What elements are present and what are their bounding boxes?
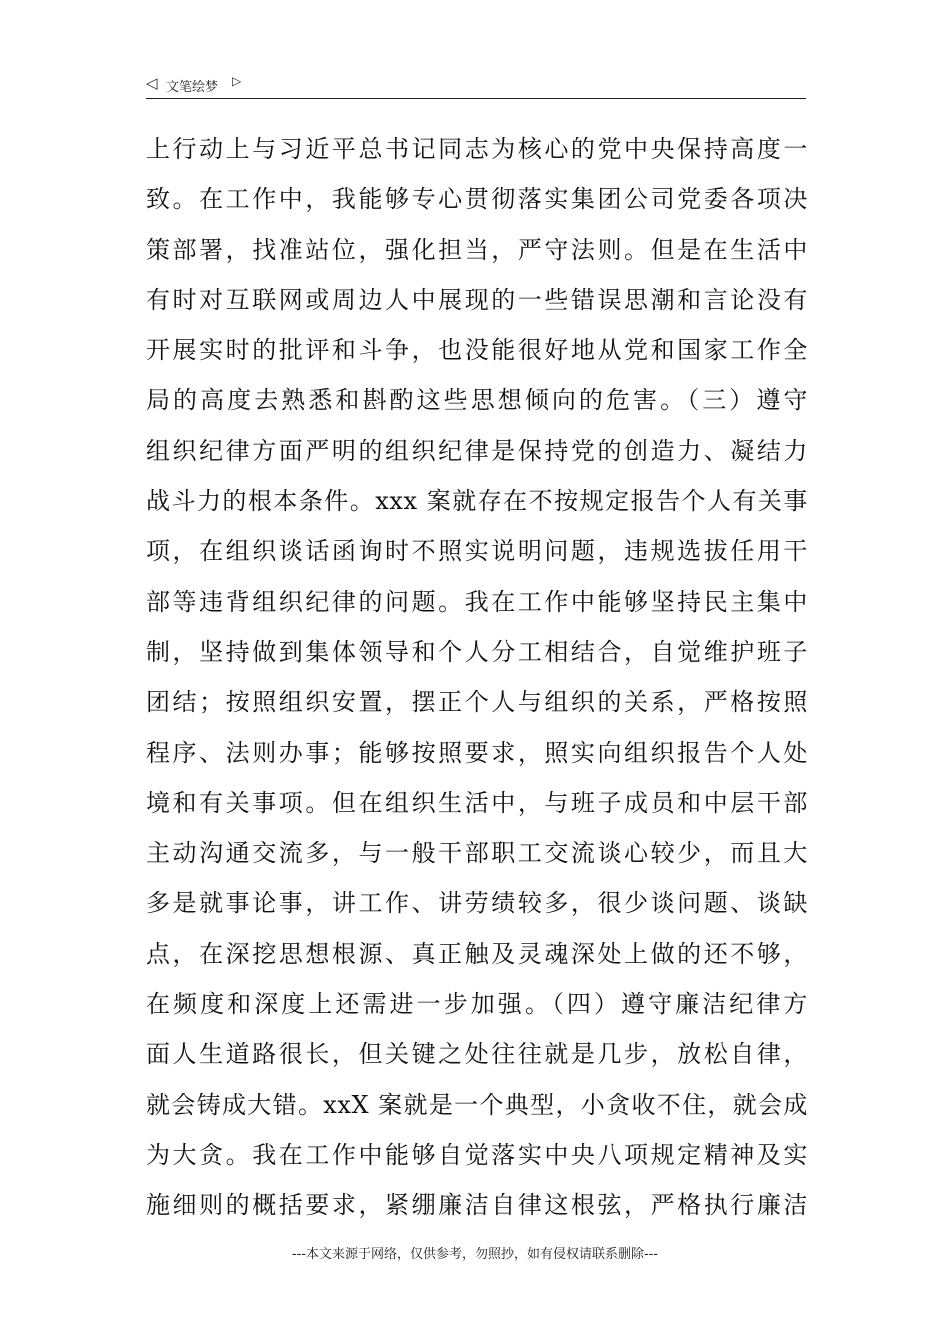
text-line: 主动沟通交流多，与一般干部职工交流谈心较少，而且大 (146, 839, 808, 868)
text-line: 项，在组织谈话函询时不照实说明问题，违规选拔任用干 (146, 537, 808, 566)
text-line: 境和有关事项。但在组织生活中，与班子成员和中层干部 (146, 788, 808, 817)
triangle-left-icon: ◁ (146, 74, 158, 92)
text-line: 战斗力的根本条件。xxx 案就存在不按规定报告个人有关事 (146, 487, 808, 516)
page-footer: ---本文来源于网络，仅供参考，勿照抄，如有侵权请联系删除--- (291, 1247, 659, 1262)
document-body (146, 124, 808, 1231)
text-line: 开展实时的批评和斗争，也没能很好地从党和国家工作全 (146, 336, 808, 365)
text-line: 组织纪律方面严明的组织纪律是保持党的创造力、凝结力 (146, 436, 808, 465)
text-line: 为大贪。我在工作中能够自觉落实中央八项规定精神及实 (146, 1140, 808, 1169)
text-line: 就会铸成大错。xxX 案就是一个典型，小贪收不住，就会成 (146, 1090, 808, 1119)
text-line: 局的高度去熟悉和斟酌这些思想倾向的危害。（三）遵守 (146, 386, 808, 415)
text-line: 制，坚持做到集体领导和个人分工相结合，自觉维护班子 (146, 637, 808, 666)
text-line: 有时对互联网或周边人中展现的一些错误思潮和言论没有 (146, 285, 808, 314)
text-line: 多是就事论事，讲工作、讲劳绩较多，很少谈问题、谈缺 (146, 889, 808, 918)
text-line: 上行动上与习近平总书记同志为核心的党中央保持高度一 (146, 135, 808, 163)
text-line: 团结；按照组织安置，摆正个人与组织的关系，严格按照 (146, 688, 808, 717)
text-line: 点，在深挖思想根源、真正触及灵魂深处上做的还不够， (146, 939, 808, 968)
text-line: 策部署，找准站位，强化担当，严守法则。但是在生活中 (146, 235, 808, 264)
text-line: 面人生道路很长，但关键之处往往就是几步，放松自律， (146, 1040, 808, 1069)
text-line: 部等违背组织纪律的问题。我在工作中能够坚持民主集中 (146, 587, 808, 616)
triangle-right-icon: ▷ (232, 74, 242, 88)
header-title: 文笔绘梦 (166, 80, 219, 95)
text-line: 程序、法则办事；能够按照要求，照实向组织报告个人处 (146, 738, 808, 767)
page-header (146, 72, 806, 99)
text-line: 致。在工作中，我能够专心贯彻落实集团公司党委各项决 (146, 185, 808, 214)
text-line: 在频度和深度上还需进一步加强。（四）遵守廉洁纪律方 (146, 990, 808, 1019)
text-line: 施细则的概括要求，紧绷廉洁自律这根弦，严格执行廉洁 (146, 1191, 808, 1220)
